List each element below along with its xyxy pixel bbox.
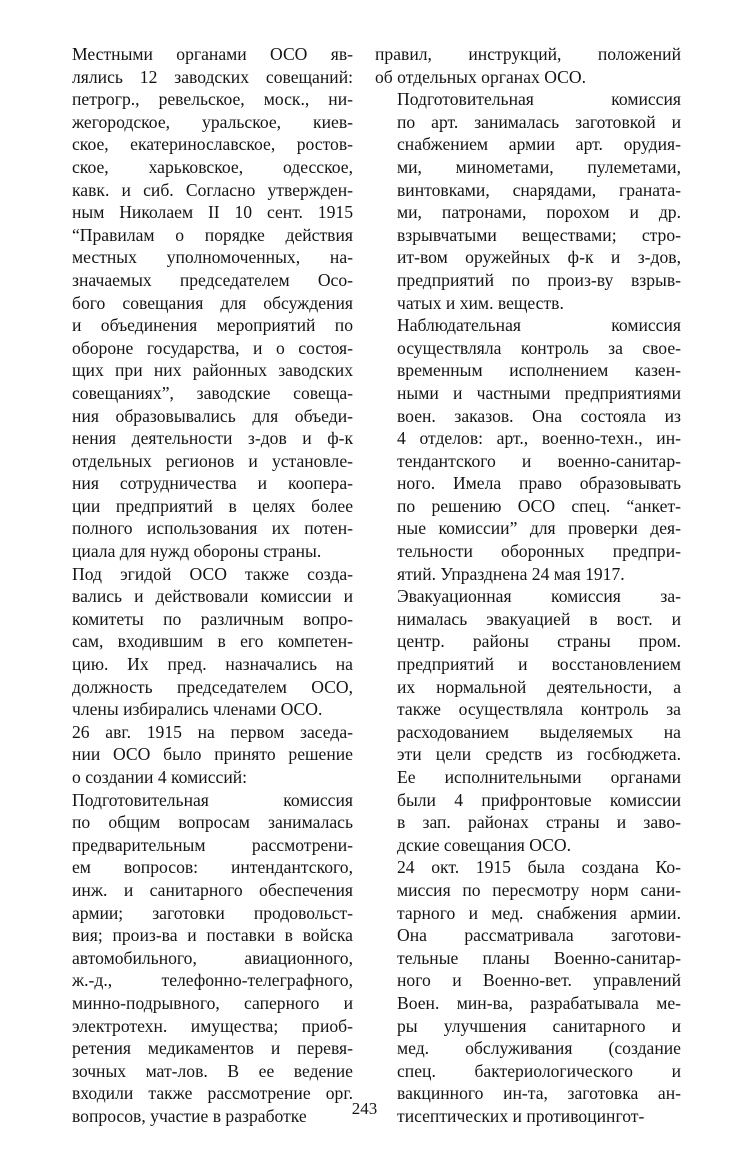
left-column-paragraph bbox=[50, 43, 353, 563]
text-line: Воен. мин-ва, разрабатывала ме- bbox=[397, 992, 681, 1013]
text-line: армии; заготовки продовольст- bbox=[72, 902, 353, 923]
text-line: о создании 4 комиссий: bbox=[72, 767, 248, 787]
text-line: эти цели средств из госбюджета. bbox=[397, 744, 681, 765]
text-line: винтовками, снарядами, гранатa- bbox=[397, 179, 681, 200]
text-line: Она рассматривала заготови- bbox=[397, 925, 681, 946]
text-line: также осуществляла контроль за bbox=[397, 699, 681, 720]
text-line: ры улучшения санитарного и bbox=[397, 1015, 681, 1036]
text-line: были 4 прифронтовые комиссии bbox=[397, 789, 681, 810]
text-line: спец. бактериологического и bbox=[397, 1060, 681, 1081]
text-line: предприятий и восстановлением bbox=[397, 654, 681, 675]
right-column-paragraph bbox=[375, 856, 681, 1127]
text-line: совещаниях”, заводские совеща- bbox=[72, 382, 353, 403]
text-line: ское, харьковское, одесское, bbox=[72, 156, 353, 177]
left-column-paragraph bbox=[50, 789, 353, 1128]
text-line: электротехн. имущества; приоб- bbox=[72, 1015, 353, 1036]
text-line: Подготовительная комиссия bbox=[397, 89, 681, 110]
text-line: миссия по пересмотру норм сани- bbox=[397, 879, 681, 900]
text-line: тарного и мед. снабжения армии. bbox=[397, 902, 681, 923]
text-line: вакцинного ин-та, заготовка ан- bbox=[397, 1083, 681, 1104]
text-line: лялись 12 заводских совещаний: bbox=[72, 66, 353, 87]
text-line: по общим вопросам занималась bbox=[72, 812, 353, 833]
text-line: чатых и хим. веществ. bbox=[397, 292, 564, 313]
text-line: снабжением армии арт. орудия- bbox=[397, 134, 681, 155]
text-line: ское, екатеринославское, ростов- bbox=[72, 134, 353, 155]
text-line: ного и Военно-вет. управлений bbox=[397, 970, 681, 991]
text-line: Под эгидой ОСО также созда- bbox=[72, 563, 353, 584]
text-line: зочных мат-лов. В ее ведение bbox=[72, 1060, 353, 1081]
text-line: вопросов, участие в разработке bbox=[72, 1105, 307, 1126]
text-line: нения деятельности з-дов и ф-к bbox=[72, 428, 353, 449]
text-line: минно-подрывного, саперного и bbox=[72, 992, 353, 1013]
text-line: бого совещания для обсуждения bbox=[72, 292, 353, 313]
text-line: обороне государства, и о состоя- bbox=[72, 337, 353, 358]
text-line: 4 отделов: арт., военно-техн., ин- bbox=[397, 428, 681, 449]
text-line: ным Николаем II 10 сент. 1915 bbox=[72, 202, 353, 223]
text-line: ции предприятий в целях более bbox=[72, 495, 353, 516]
text-line: ит-вом оружейных ф-к и з-дов, bbox=[397, 247, 681, 268]
text-line: ния сотрудничества и коопера- bbox=[72, 473, 353, 494]
text-line: жегородское, уральское, киев- bbox=[72, 111, 353, 132]
text-line: ем вопросов: интендантского, bbox=[72, 857, 353, 878]
text-line: значаемых председателем Осо- bbox=[72, 269, 353, 290]
left-text-column bbox=[50, 43, 353, 1128]
text-line: нии ОСО было принято решение bbox=[72, 744, 353, 765]
text-line: ния образовывались для объеди- bbox=[72, 405, 353, 426]
text-line: “Правилам о порядке действия bbox=[72, 224, 353, 245]
text-line: инж. и санитарного обеспечения bbox=[72, 879, 353, 900]
text-line: должность председателем ОСО, bbox=[72, 676, 353, 697]
left-column-paragraph bbox=[50, 721, 353, 789]
text-line: ми, патронами, порохом и др. bbox=[397, 202, 681, 223]
text-line: об отдельных органах ОСО. bbox=[375, 66, 586, 87]
text-line: вия; произ-ва и поставки в войска bbox=[72, 925, 353, 946]
text-line: Местными органами ОСО яв- bbox=[72, 44, 353, 64]
text-line: 26 авг. 1915 на первом заседа- bbox=[72, 721, 353, 742]
text-line: воен. заказов. Она состояла из bbox=[397, 405, 681, 426]
text-line: местных уполномоченных, на- bbox=[72, 247, 353, 268]
text-line: комитеты по различным вопро- bbox=[72, 608, 353, 629]
text-line: тельности оборонных предпри- bbox=[397, 541, 681, 562]
text-line: ми, минометами, пулеметами, bbox=[397, 156, 681, 177]
text-line: и объединения мероприятий по bbox=[72, 315, 353, 336]
text-line: дские совещания ОСО. bbox=[397, 834, 571, 855]
text-line: тендантского и военно-санитар- bbox=[397, 450, 681, 471]
text-line: временным исполнением казен- bbox=[397, 360, 681, 381]
text-line: взрывчатыми веществами; стро- bbox=[397, 224, 681, 245]
text-line: сам, входившим в его компетен- bbox=[72, 631, 353, 652]
text-line: расходованием выделяемых на bbox=[397, 721, 681, 742]
right-column-paragraph bbox=[375, 314, 681, 585]
text-line: полного использования их потен- bbox=[72, 518, 353, 539]
text-line: центр. районы страны пром. bbox=[397, 631, 681, 652]
text-line: 24 окт. 1915 была создана Ко- bbox=[397, 857, 681, 878]
text-line: входили также рассмотрение орг. bbox=[72, 1083, 353, 1104]
text-line: нималась эвакуацией в вост. и bbox=[397, 608, 681, 629]
text-line: щих при них районных заводских bbox=[72, 360, 353, 381]
text-line: ными и частными предприятиями bbox=[397, 382, 681, 403]
text-line: Ее исполнительными органами bbox=[397, 767, 681, 787]
text-line: мед. обслуживания (создание bbox=[397, 1038, 681, 1059]
right-column-paragraph bbox=[375, 585, 681, 856]
right-text-column bbox=[375, 43, 681, 1128]
text-line: Подготовительная комиссия bbox=[72, 789, 353, 810]
text-line: правил, инструкций, положений bbox=[375, 44, 681, 64]
text-line: тельные планы Военно-санитар- bbox=[397, 947, 681, 968]
text-line: отдельных регионов и установле- bbox=[72, 450, 353, 471]
right-column-paragraph bbox=[375, 88, 681, 314]
right-column-paragraph bbox=[375, 43, 681, 88]
text-line: автомобильного, авиационного, bbox=[72, 947, 353, 968]
text-line: по арт. занималась заготовкой и bbox=[397, 111, 681, 132]
text-line: предварительным рассмотрени- bbox=[72, 834, 353, 855]
text-line: вались и действовали комиссии и bbox=[72, 586, 353, 607]
text-line: кавк. и сиб. Согласно утвержден- bbox=[72, 179, 353, 200]
text-line: их нормальной деятельности, а bbox=[397, 676, 681, 697]
text-line: осуществляла контроль за свое- bbox=[397, 337, 681, 358]
text-line: петрогр., ревельское, моск., ни- bbox=[72, 89, 353, 110]
text-line: цию. Их пред. назначались на bbox=[72, 654, 353, 675]
page-number: 243 bbox=[351, 1099, 378, 1118]
text-line: циала для нужд обороны страны. bbox=[72, 541, 322, 562]
text-line: ятий. Упразднена 24 мая 1917. bbox=[397, 563, 625, 584]
text-line: ные комиссии” для проверки дея- bbox=[397, 518, 681, 539]
text-line: Наблюдательная комиссия bbox=[397, 315, 681, 336]
text-line: в зап. районах страны и заво- bbox=[397, 812, 681, 833]
text-line: по решению ОСО спец. “анкет- bbox=[397, 495, 681, 516]
left-column-paragraph bbox=[50, 563, 353, 721]
text-line: предприятий по произ-ву взрыв- bbox=[397, 269, 681, 290]
text-line: Эвакуационная комиссия за- bbox=[397, 586, 681, 607]
text-line: ж.-д., телефонно-телеграфного, bbox=[72, 970, 353, 991]
text-line: члены избирались членами ОСО. bbox=[72, 699, 323, 720]
text-line: тисептических и противоцингот- bbox=[397, 1105, 645, 1126]
text-line: ного. Имела право образовывать bbox=[397, 473, 681, 494]
text-line: ретения медикаментов и перевя- bbox=[72, 1038, 353, 1059]
